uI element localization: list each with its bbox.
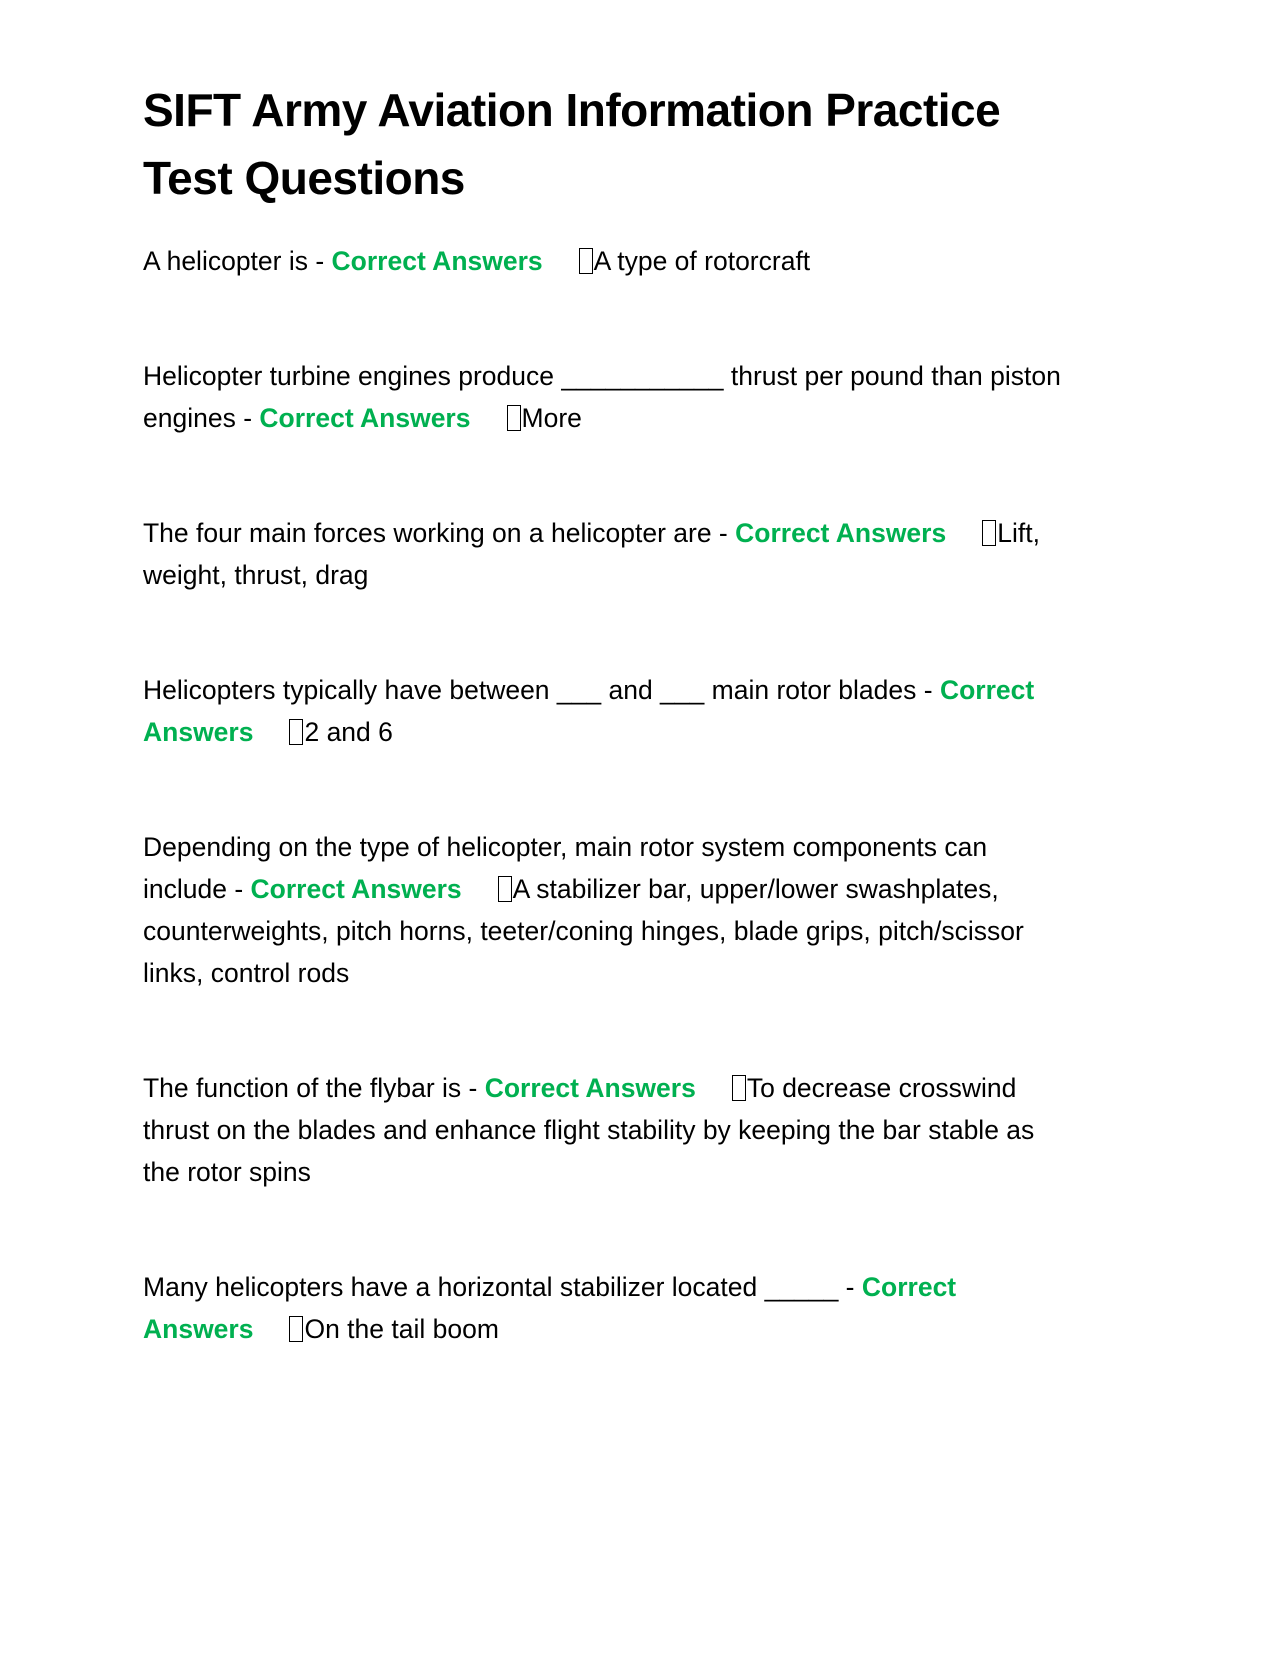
qa-item: [143, 826, 1068, 994]
question-text: The four main forces working on a helicopter are -: [143, 518, 728, 548]
missing-glyph-icon: [289, 719, 303, 745]
correct-answers-label: Correct Answers: [143, 675, 1035, 747]
question-text: Helicopters typically have between ___ and ___ main rotor blades -: [143, 675, 933, 705]
correct-answers-label: Correct Answers: [259, 403, 471, 433]
correct-answers-label: Correct Answers: [331, 246, 543, 276]
missing-glyph-icon: [579, 248, 593, 274]
question-text: Helicopter turbine engines produce ___________ thrust per pound than piston engines -: [143, 361, 1061, 433]
qa-item: [143, 1067, 1068, 1193]
question-text: A helicopter is -: [143, 246, 325, 276]
missing-glyph-icon: [982, 520, 996, 546]
answer-text: A type of rotorcraft: [593, 246, 811, 276]
correct-answers-label: Correct Answers: [250, 874, 462, 904]
answer-text: 2 and 6: [304, 717, 393, 747]
qa-item: [143, 512, 1068, 596]
correct-answers-label: Correct Answers: [484, 1073, 696, 1103]
question-text: Many helicopters have a horizontal stabilizer located _____ -: [143, 1272, 855, 1302]
answer-text: More: [521, 403, 582, 433]
missing-glyph-icon: [498, 876, 512, 902]
qa-item: [143, 1266, 1068, 1350]
qa-item: [143, 669, 1068, 753]
document-content: [143, 76, 1068, 1423]
qa-item: [143, 355, 1068, 439]
missing-glyph-icon: [507, 405, 521, 431]
answer-text: To decrease crosswind thrust on the blades and enhance flight stability by keeping the bar stable as the rotor spins: [143, 1073, 1035, 1187]
correct-answers-label: Correct Answers: [735, 518, 947, 548]
answer-text: Lift, weight, thrust, drag: [143, 518, 1040, 590]
question-text: The function of the flybar is -: [143, 1073, 478, 1103]
correct-answers-label: Correct Answers: [143, 1272, 957, 1344]
missing-glyph-icon: [732, 1075, 746, 1101]
answer-text: On the tail boom: [304, 1314, 499, 1344]
answer-text: A stabilizer bar, upper/lower swashplates, counterweights, pitch horns, teeter/coning hinges, blade grips, pitch/scissor links, control rods: [143, 874, 1024, 988]
question-text: Depending on the type of helicopter, main rotor system components can include -: [143, 832, 988, 904]
qa-item: [143, 240, 1068, 282]
page-title: SIFT Army Aviation Information Practice Test Questions: [143, 84, 1001, 204]
missing-glyph-icon: [289, 1316, 303, 1342]
qa-list: [143, 240, 1068, 1350]
